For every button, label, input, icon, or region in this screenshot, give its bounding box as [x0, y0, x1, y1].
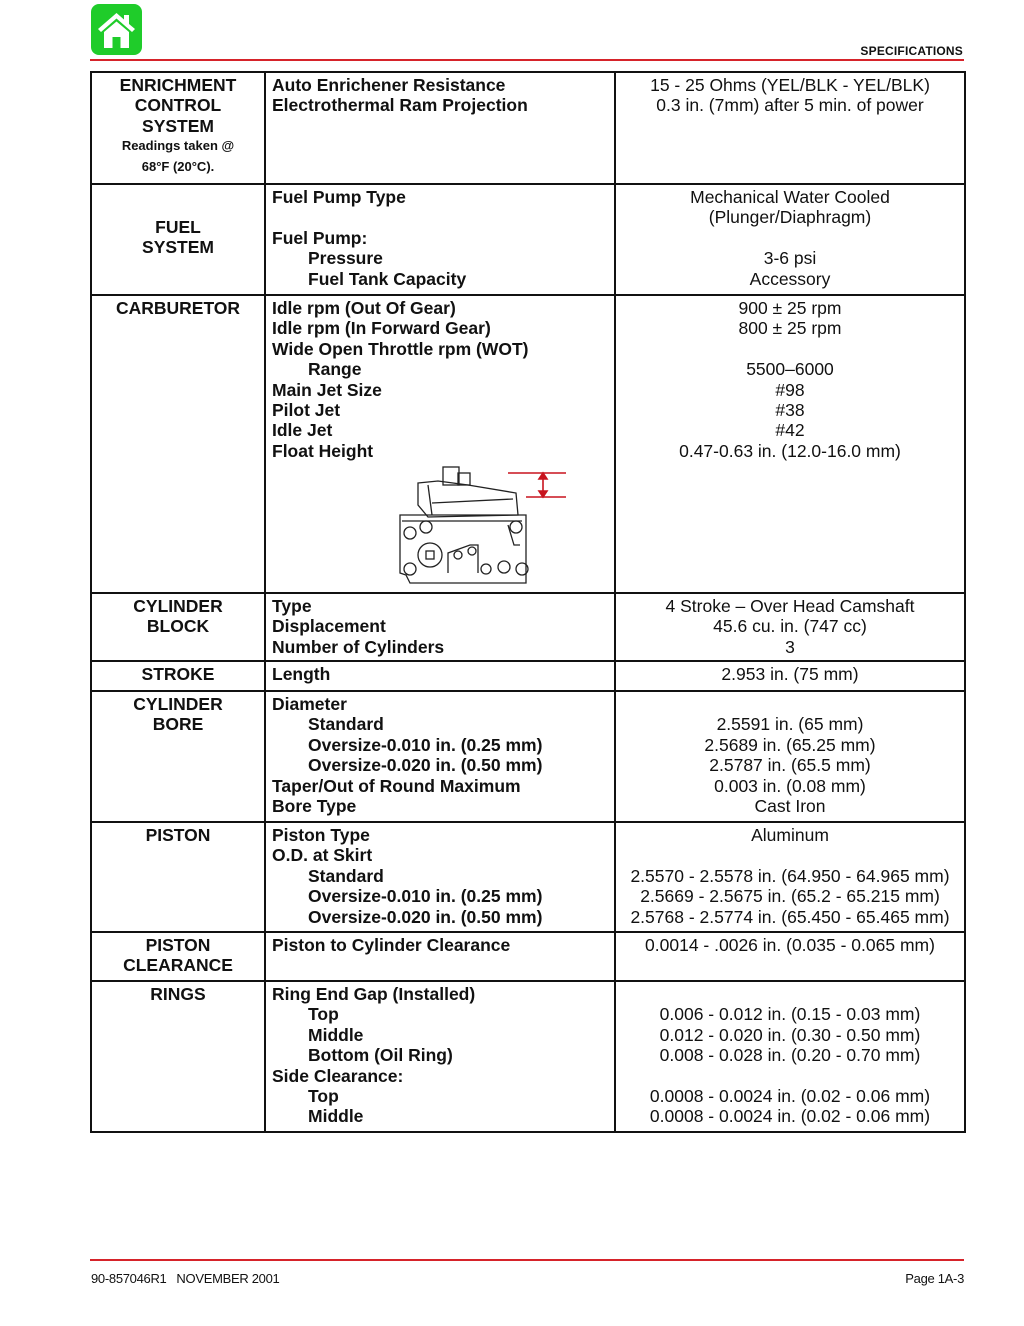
spec-value: 800 ± 25 rpm	[738, 318, 842, 339]
spec-value: 0.0008 - 0.0024 in. (0.02 - 0.06 mm)	[649, 1106, 931, 1127]
page-number: Page 1A-3	[905, 1271, 964, 1286]
category-cell	[91, 822, 265, 932]
spec-value	[616, 228, 964, 248]
category-label: BLOCK	[146, 616, 210, 637]
parameter-label: Idle rpm (Out Of Gear)	[272, 298, 456, 318]
parameter-label: Diameter	[272, 694, 347, 714]
spec-value: #38	[775, 400, 805, 421]
parameter-cell	[265, 932, 615, 981]
section-title: SPECIFICATIONS	[860, 44, 963, 58]
parameter-label: Auto Enrichener Resistance	[272, 75, 506, 95]
parameter-label: Side Clearance:	[272, 1065, 404, 1086]
spec-value: 0.0008 - 0.0024 in. (0.02 - 0.06 mm)	[649, 1086, 931, 1106]
category-label: SYSTEM	[142, 237, 214, 258]
table-row-cylinder-bore	[91, 691, 965, 822]
parameter-cell	[265, 593, 615, 661]
spec-value	[616, 1066, 964, 1086]
spec-value: Mechanical Water Cooled	[690, 187, 890, 207]
spec-value	[616, 339, 964, 359]
parameter-label: Fuel Tank Capacity	[308, 268, 467, 289]
parameter-cell	[265, 295, 615, 593]
spec-value: Aluminum	[751, 825, 829, 845]
spec-value: 900 ± 25 rpm	[738, 298, 842, 318]
category-label: PISTON	[145, 935, 211, 955]
spec-value: 0.47-0.63 in. (12.0-16.0 mm)	[679, 440, 901, 461]
parameter-label: Fuel Pump Type	[272, 187, 406, 207]
category-label: RINGS	[150, 984, 206, 1004]
table-row-cylinder-block	[91, 593, 965, 661]
category-label: CARBURETOR	[115, 298, 241, 318]
spec-value: 2.5591 in. (65 mm)	[716, 714, 864, 735]
parameter-label: Bore Type	[272, 796, 357, 817]
category-cell	[91, 184, 265, 295]
parameter-cell	[265, 661, 615, 691]
value-cell	[615, 691, 965, 822]
parameter-label: Range	[308, 359, 362, 380]
spec-value	[616, 845, 964, 865]
parameter-cell	[265, 822, 615, 932]
spec-value: 0.008 - 0.028 in. (0.20 - 0.70 mm)	[659, 1045, 921, 1066]
header-divider	[90, 59, 964, 61]
parameter-label: Electrothermal Ram Projection	[272, 95, 528, 116]
category-cell	[91, 295, 265, 593]
parameter-label: Wide Open Throttle rpm (WOT)	[272, 338, 529, 359]
spec-value: 2.5669 - 2.5675 in. (65.2 - 65.215 mm)	[640, 886, 940, 907]
category-label: CLEARANCE	[123, 955, 233, 976]
spec-value: 45.6 cu. in. (747 cc)	[713, 616, 867, 637]
table-row-enrichment-control-system	[91, 72, 965, 184]
parameter-label: Pilot Jet	[272, 400, 341, 421]
spec-value: Cast Iron	[754, 796, 826, 817]
parameter-label: Main Jet Size	[272, 379, 382, 400]
parameter-label: Pressure	[308, 248, 383, 269]
spec-value: 4 Stroke – Over Head Camshaft	[665, 596, 915, 616]
spec-value	[616, 694, 964, 714]
spec-value: Accessory	[749, 268, 831, 289]
parameter-label: Idle rpm (In Forward Gear)	[272, 318, 491, 339]
parameter-label: Length	[272, 664, 331, 684]
spec-value: 2.5768 - 2.5774 in. (65.450 - 65.465 mm)	[630, 906, 950, 927]
home-button[interactable]	[91, 4, 142, 55]
parameter-label: Middle	[308, 1024, 364, 1045]
parameter-label: Oversize-0.010 in. (0.25 mm)	[308, 886, 543, 907]
spec-value: 3	[785, 636, 795, 657]
carburetor-illustration	[398, 465, 568, 585]
category-cell	[91, 981, 265, 1132]
parameter-label: Standard	[308, 714, 384, 735]
value-cell	[615, 661, 965, 691]
spec-value: 2.953 in. (75 mm)	[721, 664, 859, 684]
spec-value: #42	[775, 420, 805, 441]
category-label: SYSTEM	[142, 115, 214, 136]
spec-value: 2.5787 in. (65.5 mm)	[709, 755, 871, 776]
parameter-label: Middle	[308, 1106, 364, 1127]
footer-divider	[90, 1259, 964, 1261]
spec-value: 2.5570 - 2.5578 in. (64.950 - 64.965 mm)	[630, 865, 950, 886]
spec-value: 0.0014 - .0026 in. (0.035 - 0.065 mm)	[645, 935, 935, 955]
spec-value: 15 - 25 Ohms (YEL/BLK - YEL/BLK)	[650, 75, 930, 95]
parameter-label: Standard	[308, 865, 384, 886]
parameter-label: Taper/Out of Round Maximum	[272, 775, 521, 796]
category-label: CYLINDER	[133, 694, 223, 714]
parameter-label: Float Height	[272, 440, 374, 461]
home-icon	[91, 4, 142, 55]
parameter-label: Ring End Gap (Installed)	[272, 984, 476, 1004]
spec-value: (Plunger/Diaphragm)	[708, 207, 872, 228]
parameter-cell	[265, 691, 615, 822]
parameter-label: O.D. at Skirt	[272, 845, 373, 866]
parameter-cell	[265, 981, 615, 1132]
parameter-cell	[265, 184, 615, 295]
category-cell	[91, 932, 265, 981]
value-cell	[615, 72, 965, 184]
parameter-label: Bottom (Oil Ring)	[308, 1045, 453, 1066]
value-cell	[615, 295, 965, 593]
spec-value: #98	[775, 379, 805, 400]
parameter-label: Idle Jet	[272, 420, 333, 441]
parameter-cell	[265, 72, 615, 184]
parameter-label: Top	[308, 1004, 339, 1025]
spec-value: 0.003 in. (0.08 mm)	[714, 775, 866, 796]
spec-value	[616, 984, 964, 1004]
table-row-piston-clearance	[91, 932, 965, 981]
value-cell	[615, 593, 965, 661]
parameter-label	[272, 207, 614, 227]
category-label: ENRICHMENT	[119, 75, 237, 95]
table-row-carburetor	[91, 295, 965, 593]
category-label: FUEL	[155, 217, 201, 237]
table-row-rings	[91, 981, 965, 1132]
value-cell	[615, 932, 965, 981]
spec-value: 5500–6000	[746, 359, 834, 380]
parameter-label: Top	[308, 1086, 339, 1107]
category-label: CONTROL	[134, 95, 222, 116]
table-row-stroke	[91, 661, 965, 691]
category-cell	[91, 691, 265, 822]
parameter-label: Oversize-0.020 in. (0.50 mm)	[308, 755, 543, 776]
parameter-label: Piston to Cylinder Clearance	[272, 935, 511, 955]
value-cell	[615, 184, 965, 295]
table-row-piston	[91, 822, 965, 932]
spec-value: 2.5689 in. (65.25 mm)	[704, 734, 876, 755]
specifications-table	[90, 71, 966, 1133]
spec-value: 3-6 psi	[763, 248, 817, 269]
category-cell	[91, 72, 265, 184]
parameter-label: Oversize-0.010 in. (0.25 mm)	[308, 734, 543, 755]
table-row-fuel-system	[91, 184, 965, 295]
category-label: STROKE	[141, 664, 215, 684]
category-note: Readings taken @	[121, 138, 235, 154]
category-label: CYLINDER	[133, 596, 223, 616]
parameter-label: Displacement	[272, 616, 386, 637]
spec-value: 0.006 - 0.012 in. (0.15 - 0.03 mm)	[659, 1004, 921, 1025]
category-cell	[91, 593, 265, 661]
value-cell	[615, 981, 965, 1132]
value-cell	[615, 822, 965, 932]
category-note: 68°F (20°C).	[141, 158, 215, 174]
parameter-label: Number of Cylinders	[272, 636, 445, 657]
carburetor-float-height-diagram	[272, 461, 614, 589]
parameter-label: Oversize-0.020 in. (0.50 mm)	[308, 906, 543, 927]
category-label: BORE	[152, 714, 204, 735]
spec-value: 0.3 in. (7mm) after 5 min. of power	[656, 95, 924, 116]
category-cell	[91, 661, 265, 691]
parameter-label: Type	[272, 596, 312, 616]
parameter-label: Piston Type	[272, 825, 370, 845]
parameter-label: Fuel Pump:	[272, 227, 368, 248]
document-id: 90-857046R1 NOVEMBER 2001	[91, 1271, 280, 1286]
spec-value: 0.012 - 0.020 in. (0.30 - 0.50 mm)	[659, 1024, 921, 1045]
category-label: PISTON	[145, 825, 211, 845]
